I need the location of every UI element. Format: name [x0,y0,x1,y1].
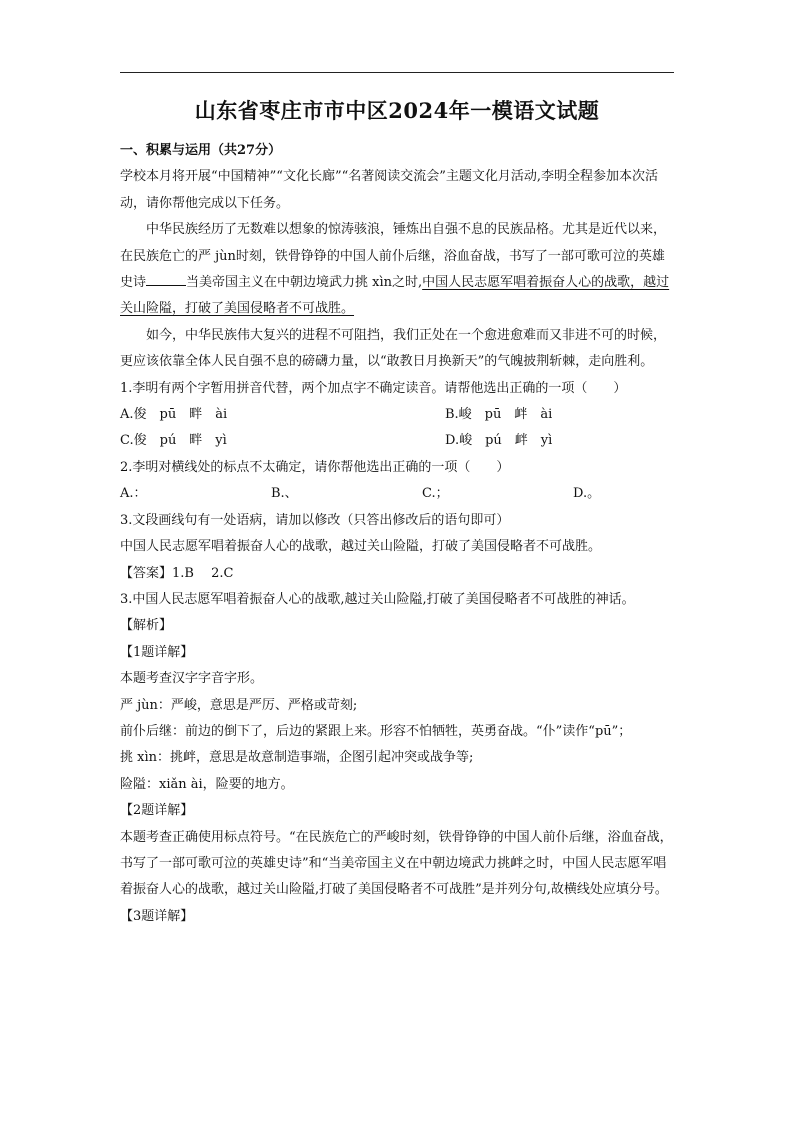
q3-detail-heading: 【3题详解】 [120,908,194,924]
underlined-sentence: 中国人民志愿军唱着振奋人心的战歌，越过关山险隘，打破了美国侵略者不可战胜。 [120,275,670,317]
section-heading: 一、积累与运用（共27分） [120,143,282,158]
q1-option-b: B.峻 pū 衅 ài [445,407,553,423]
answer-line: 【答案】1.B 2.C [120,565,234,581]
header-rule [120,72,674,73]
passage-text-1: 中华民族经历了无数难以想象的惊涛骇浪，锤炼出自强不息的民族品格。尤其是近代以来，在民族危亡的严 jùn时刻，铁骨铮铮的中国人前仆后继，浴血奋战，书写了一部可歌可泣的英雄史诗 [120,222,667,291]
q2-option-d: D.。 [573,486,601,502]
q1-detail-line-3: 前仆后继：前边的倒下了，后边的紧跟上来。形容不怕牺牲，英勇奋战。“仆”读作“pū”； [120,723,632,739]
punctuation-blank [146,271,186,286]
page-title: 山东省枣庄市市中区2024年一模语文试题 [194,98,600,123]
question-1: 1.李明有两个字暂用拼音代替，两个加点字不确定读音。请帮他选出正确的一项（ ） [120,380,627,396]
q1-options-row-2 [120,428,676,454]
question-2: 2.李明对横线处的标点不太确定，请你帮他选出正确的一项（ ） [120,459,510,475]
passage-paragraph-1 [120,217,676,323]
q1-options-row-1 [120,402,676,428]
passage-text-2: 当美帝国主义在中朝边境武力挑 xìn之时, [186,275,423,291]
q2-option-a: A.： [120,486,147,502]
question-3-sentence: 中国人民志愿军唱着振奋人心的战歌，越过关山险隘，打破了美国侵略者不可战胜。 [120,539,602,555]
q1-detail-line-4: 挑 xìn：挑衅，意思是故意制造事端，企图引起冲突或战争等; [120,750,474,766]
q2-option-c: C.； [422,486,449,502]
analysis-heading: 【解析】 [120,618,173,634]
q2-detail-paragraph: 本题考查正确使用标点符号。“在民族危亡的严峻时刻，铁骨铮铮的中国人前仆后继，浴血奋战，书写了一部可歌可泣的英雄史诗”和“当美帝国主义在中朝边境武力挑衅之时，中国人民志愿军唱着振奋人心的战歌，越过关山险隘,打破了美国侵略者不可战胜”是并列分句,故横线处应填分号。 [120,829,673,898]
q1-option-a: A.俊 pū 畔 ài [120,407,228,423]
q1-option-d: D.峻 pú 衅 yì [445,433,553,449]
q2-options-row [120,481,676,507]
answer-3-line: 3.中国人民志愿军唱着振奋人心的战歌,越过关山险隘,打破了美国侵略者不可战胜的神话。 [120,591,635,607]
q1-detail-line-1: 本题考查汉字字音字形。 [120,671,264,687]
q1-option-c: C.俊 pú 畔 yì [120,433,227,449]
question-3: 3.文段画线句有一处语病，请加以修改（只答出修改后的语句即可） [120,512,510,528]
document-body [120,138,676,930]
q1-detail-line-5: 险隘：xiǎn ài，险要的地方。 [120,776,294,792]
q1-detail-heading: 【1题详解】 [120,644,194,660]
passage-paragraph-2: 如今，中华民族伟大复兴的进程不可阻挡，我们正处在一个愈进愈难而又非进不可的时候，更应该依靠全体人民自强不息的磅礴力量，以“敢教日月换新天”的气魄披荆斩棘，走向胜利。 [120,327,667,370]
q2-detail-heading: 【2题详解】 [120,803,194,819]
q1-detail-line-2: 严 jùn：严峻，意思是严厉、严格或苛刻; [120,697,358,713]
q2-option-b: B.、 [271,486,298,502]
intro-paragraph: 学校本月将开展“中国精神”“文化长廊”“名著阅读交流会”主题文化月活动,李明全程参加本次活动，请你帮他完成以下任务。 [120,169,659,211]
